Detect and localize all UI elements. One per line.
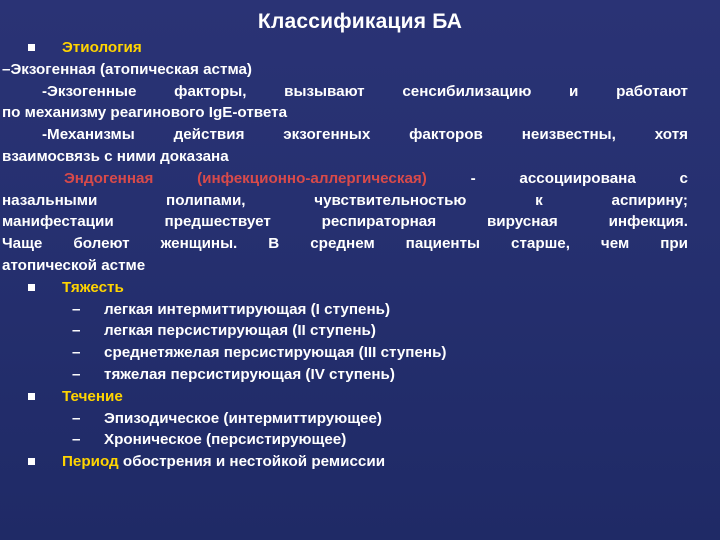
mechanisms-text-1: -Механизмы действия экзогенных факторов неизвестны, хотя (42, 126, 688, 144)
endogenous-line-1 (2, 168, 688, 190)
mechanisms-text-2: взаимосвязь с ними доказана (2, 147, 229, 165)
severity-list-item (28, 299, 688, 321)
exogenous-text-1: -Экзогенные факторы, вызывают сенсибилизацию и работают (42, 82, 688, 100)
dash-icon: – (72, 300, 81, 318)
severity-label: легкая интермиттирующая (I ступень) (104, 300, 391, 318)
etiology-item (28, 37, 688, 59)
severity-label: тяжелая персистирующая (IV ступень) (104, 365, 395, 383)
slide-content (2, 37, 688, 473)
endogenous-suffix: - ассоциирована с (426, 169, 688, 187)
square-bullet-icon (28, 458, 35, 465)
square-bullet-icon (28, 44, 35, 51)
endogenous-text-3: манифестации предшествует респираторная вирусная инфекция. (2, 213, 688, 231)
period-heading: Период (62, 453, 119, 471)
dash-icon: – (72, 431, 81, 449)
endogenous-text-4: Чаще болеют женщины. В среднем пациенты старше, чем при (2, 235, 688, 253)
period-text: обострения и нестойкой ремиссии (118, 453, 386, 471)
exogenous-text-2: по механизму реагинового IgE-ответа (2, 104, 288, 122)
dash-icon: – (72, 365, 81, 383)
exogenous-title: –Экзогенная (атопическая астма) (2, 60, 252, 78)
endogenous-text-5: атопической астме (2, 256, 146, 274)
square-bullet-icon (28, 284, 35, 291)
severity-heading: Тяжесть (62, 278, 124, 296)
course-item (28, 386, 688, 408)
severity-list-item (28, 364, 688, 386)
severity-item (28, 277, 688, 299)
course-label: Хроническое (персистирующее) (104, 431, 347, 449)
period-item (28, 451, 688, 473)
dash-icon: – (72, 409, 81, 427)
severity-list-item (28, 320, 688, 342)
square-bullet-icon (28, 393, 35, 400)
course-list-item (28, 408, 688, 430)
etiology-heading: Этиология (62, 39, 142, 56)
endogenous-title: Эндогенная (инфекционно-аллергическая) (64, 169, 427, 187)
severity-list-item (28, 342, 688, 364)
severity-label: легкая персистирующая (II ступень) (104, 322, 376, 340)
dash-icon: – (72, 322, 81, 340)
course-label: Эпизодическое (интермиттирующее) (104, 409, 382, 427)
dash-icon: – (72, 344, 81, 362)
course-heading: Течение (62, 387, 123, 405)
course-list-item (28, 429, 688, 451)
severity-label: среднетяжелая персистирующая (III ступень) (104, 344, 447, 362)
endogenous-text-2: назальными полипами, чувствительностью к аспирину; (2, 191, 688, 209)
slide-title: Классификация БА (257, 10, 463, 33)
